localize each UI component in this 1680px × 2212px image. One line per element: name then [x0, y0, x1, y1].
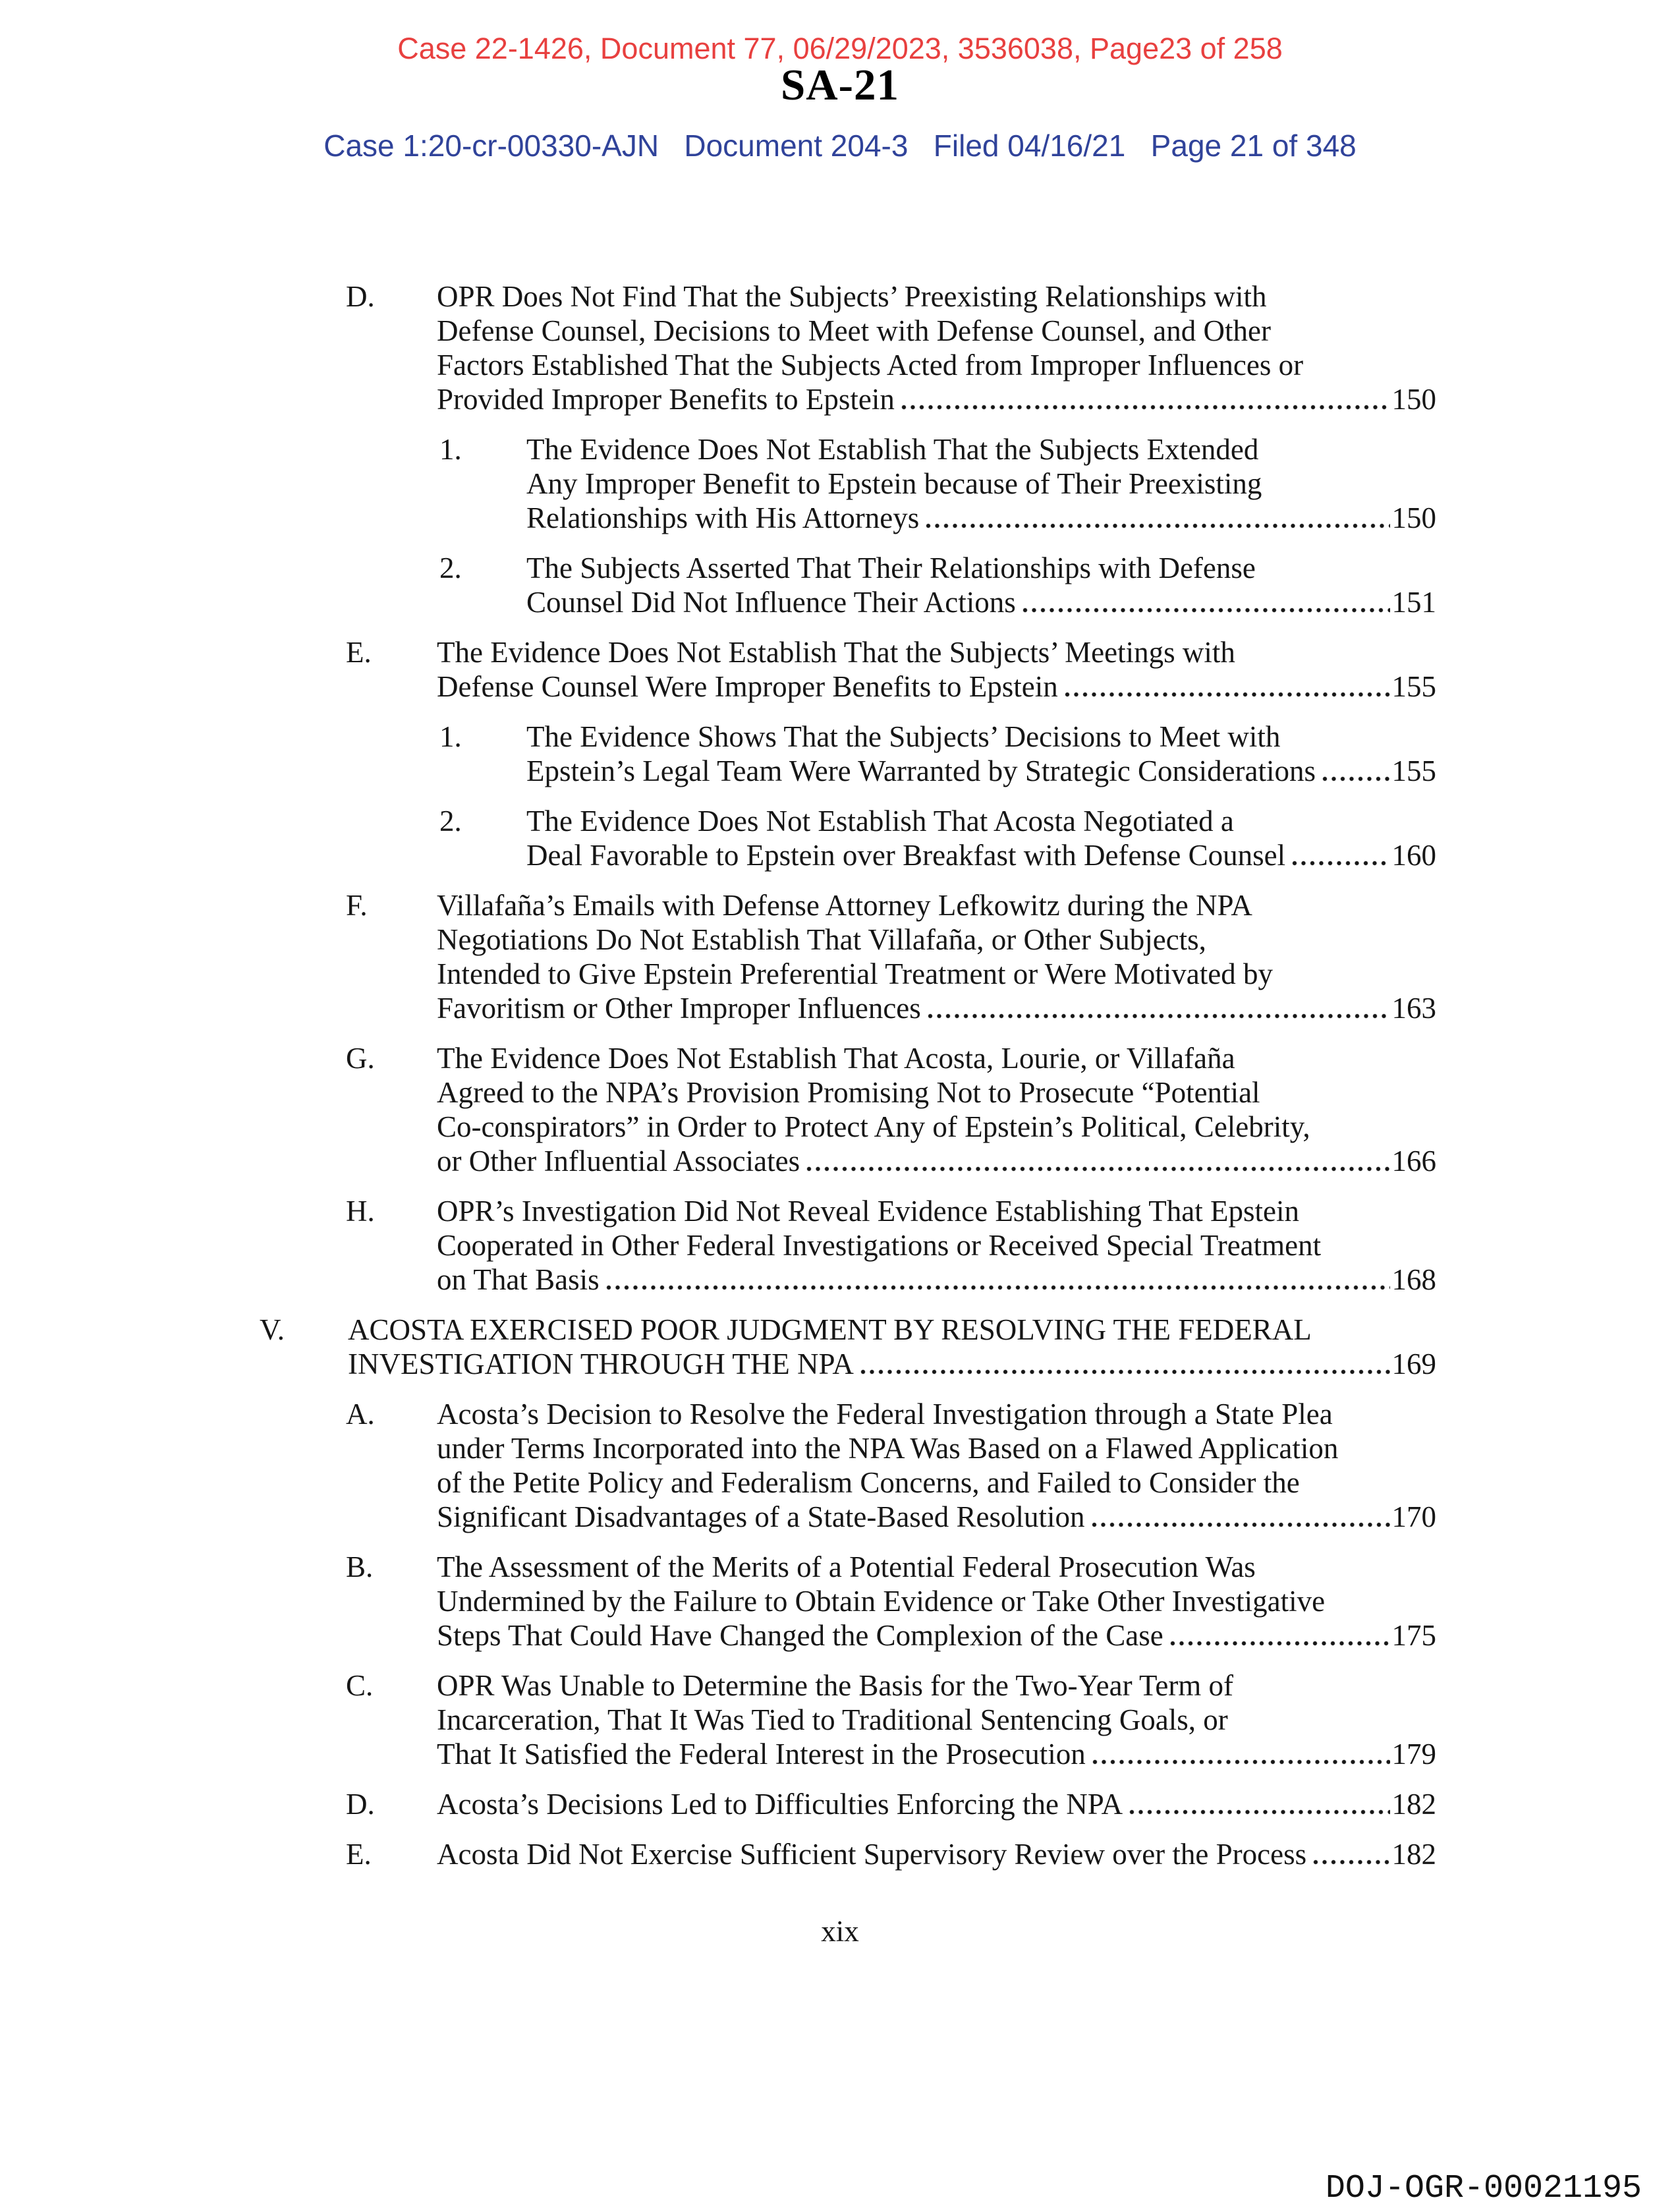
- entry-line: Epstein’s Legal Team Were Warranted by Strategic Considerations: [526, 754, 1316, 787]
- toc-entry-v-e: [346, 1837, 1436, 1871]
- toc-entry-e2: [439, 804, 1436, 872]
- entry-line: Provided Improper Benefits to Epstein: [437, 383, 895, 416]
- page-reference: 182: [1391, 1788, 1436, 1821]
- entry-line: Undermined by the Failure to Obtain Evidence or Take Other Investigative: [437, 1585, 1326, 1618]
- page-reference: 163: [1391, 992, 1436, 1025]
- entry-last-line: [437, 1618, 1436, 1653]
- entry-line: Co-conspirators” in Order to Protect Any of Epstein’s Political, Celebrity,: [437, 1110, 1310, 1143]
- entry-last-line: [437, 1737, 1436, 1771]
- entry-line: Acosta Did Not Exercise Sufficient Supervisory Review over the Process: [437, 1838, 1307, 1871]
- entry-label: A.: [346, 1398, 375, 1431]
- toc-entry-v-b: [346, 1550, 1436, 1653]
- entry-line: Deal Favorable to Epstein over Breakfast with Defense Counsel: [526, 839, 1286, 872]
- entry-last-line: [437, 669, 1436, 704]
- entry-label: H.: [346, 1195, 375, 1228]
- dot-leader: [606, 1285, 1390, 1290]
- entry-label: D.: [346, 280, 375, 313]
- page-reference: 179: [1391, 1738, 1436, 1771]
- dot-leader: [901, 405, 1390, 410]
- page-reference: 168: [1391, 1263, 1436, 1296]
- entry-line: Favoritism or Other Improper Influences: [437, 992, 921, 1025]
- entry-label: C.: [346, 1669, 374, 1702]
- entry-line: The Evidence Does Not Establish That Acosta, Lourie, or Villafaña: [437, 1042, 1235, 1075]
- entry-line: Intended to Give Epstein Preferential Treatment or Were Motivated by: [437, 957, 1273, 990]
- entry-line: The Evidence Does Not Establish That Acosta Negotiated a: [526, 805, 1234, 837]
- entry-line: That It Satisfied the Federal Interest in the Prosecution: [437, 1738, 1086, 1771]
- footer-page-number: xix: [821, 1915, 859, 1948]
- entry-last-line: [437, 1144, 1436, 1178]
- dot-leader: [1313, 1859, 1389, 1865]
- dot-leader: [926, 523, 1389, 528]
- entry-line: under Terms Incorporated into the NPA Was Based on a Flawed Application: [437, 1432, 1339, 1465]
- dot-leader: [1092, 1759, 1390, 1765]
- entry-line: OPR Was Unable to Determine the Basis for the Two-Year Term of: [437, 1669, 1234, 1702]
- entry-line: Defense Counsel, Decisions to Meet with Defense Counsel, and Other: [437, 314, 1271, 347]
- entry-label: 2.: [439, 552, 462, 584]
- entry-line: INVESTIGATION THROUGH THE NPA: [348, 1347, 854, 1380]
- entry-line: Significant Disadvantages of a State-Based Resolution: [437, 1500, 1085, 1533]
- dot-leader: [860, 1369, 1390, 1375]
- toc-entry-v-d: [346, 1787, 1436, 1821]
- toc-entry-d: [346, 279, 1436, 416]
- toc-entry-h: [346, 1194, 1436, 1297]
- entry-line: ACOSTA EXERCISED POOR JUDGMENT BY RESOLVING THE FEDERAL: [348, 1313, 1312, 1346]
- entry-last-line: [437, 1787, 1436, 1821]
- entry-label: 1.: [439, 433, 462, 466]
- entry-last-line: [437, 1262, 1436, 1297]
- entry-line: The Assessment of the Merits of a Potential Federal Prosecution Was: [437, 1550, 1256, 1583]
- entry-last-line: [526, 501, 1436, 535]
- entry-label: E.: [346, 636, 372, 669]
- toc-entry-d2: [439, 551, 1436, 619]
- page-reference: 155: [1391, 670, 1436, 703]
- dot-leader: [1322, 776, 1389, 781]
- entry-line: of the Petite Policy and Federalism Concerns, and Failed to Consider the: [437, 1466, 1300, 1499]
- entry-label: E.: [346, 1838, 372, 1871]
- entry-line: on That Basis: [437, 1263, 600, 1296]
- entry-last-line: [437, 382, 1436, 416]
- entry-label: D.: [346, 1788, 375, 1821]
- entry-line: OPR’s Investigation Did Not Reveal Evidence Establishing That Epstein: [437, 1195, 1299, 1228]
- page-reference: 150: [1391, 383, 1436, 416]
- entry-line: Agreed to the NPA’s Provision Promising Not to Prosecute “Potential: [437, 1076, 1260, 1109]
- page-reference: 169: [1391, 1347, 1436, 1380]
- dot-leader: [1129, 1809, 1389, 1815]
- entry-line: Villafaña’s Emails with Defense Attorney Lefkowitz during the NPA: [437, 889, 1252, 922]
- district-court-header: Case 1:20-cr-00330-AJN Document 204-3 Filed 04/16/21 Page 21 of 348: [323, 128, 1357, 163]
- entry-last-line: [437, 1837, 1436, 1871]
- page-reference: 170: [1391, 1500, 1436, 1533]
- entry-line: Factors Established That the Subjects Acted from Improper Influences or: [437, 349, 1304, 382]
- entry-line: or Other Influential Associates: [437, 1145, 800, 1177]
- entry-line: Acosta’s Decisions Led to Difficulties Enforcing the NPA: [437, 1788, 1123, 1821]
- entry-label: G.: [346, 1042, 375, 1075]
- dot-leader: [1065, 692, 1390, 697]
- entry-line: The Evidence Shows That the Subjects’ Decisions to Meet with: [526, 720, 1281, 753]
- page-reference: 182: [1391, 1838, 1436, 1871]
- entry-label: B.: [346, 1550, 374, 1583]
- toc-entry-v: [260, 1313, 1436, 1381]
- entry-line: Defense Counsel Were Improper Benefits to Epstein: [437, 670, 1058, 703]
- entry-line: The Subjects Asserted That Their Relationships with Defense: [526, 552, 1256, 584]
- toc-entry-e: [346, 635, 1436, 704]
- page-reference: 166: [1391, 1145, 1436, 1177]
- table-of-contents: [0, 279, 1680, 1887]
- toc-entry-g: [346, 1041, 1436, 1178]
- entry-line: Incarceration, That It Was Tied to Traditional Sentencing Goals, or: [437, 1703, 1228, 1736]
- bates-stamp: DOJ-OGR-00021195: [1325, 2170, 1642, 2207]
- dot-leader: [1292, 861, 1389, 866]
- appeal-court-header: Case 22-1426, Document 77, 06/29/2023, 3536038, Page23 of 258: [397, 32, 1283, 65]
- toc-entry-d1: [439, 432, 1436, 535]
- dot-leader: [928, 1013, 1390, 1019]
- entry-last-line: [437, 1500, 1436, 1534]
- appendix-page-label: SA-21: [781, 61, 899, 109]
- dot-leader: [806, 1166, 1389, 1172]
- entry-line: OPR Does Not Find That the Subjects’ Preexisting Relationships with: [437, 280, 1267, 313]
- entry-label: 2.: [439, 805, 462, 837]
- entry-line: The Evidence Does Not Establish That the Subjects Extended: [526, 433, 1259, 466]
- entry-last-line: [348, 1347, 1436, 1381]
- dot-leader: [1092, 1522, 1390, 1527]
- entry-last-line: [526, 754, 1436, 788]
- page-reference: 160: [1391, 839, 1436, 872]
- entry-last-line: [526, 585, 1436, 619]
- entry-line: Steps That Could Have Changed the Complexion of the Case: [437, 1619, 1163, 1652]
- entry-line: Cooperated in Other Federal Investigations or Received Special Treatment: [437, 1229, 1322, 1262]
- entry-line: Acosta’s Decision to Resolve the Federal Investigation through a State Plea: [437, 1398, 1333, 1431]
- toc-entry-f: [346, 888, 1436, 1025]
- entry-line: Negotiations Do Not Establish That Villafaña, or Other Subjects,: [437, 923, 1206, 956]
- page-reference: 155: [1391, 754, 1436, 787]
- entry-label: V.: [260, 1313, 285, 1346]
- entry-label: 1.: [439, 720, 462, 753]
- entry-line: The Evidence Does Not Establish That the Subjects’ Meetings with: [437, 636, 1235, 669]
- page-reference: 150: [1391, 501, 1436, 534]
- entry-line: Counsel Did Not Influence Their Actions: [526, 586, 1016, 619]
- page-reference: 151: [1391, 586, 1436, 619]
- entry-last-line: [526, 838, 1436, 872]
- dot-leader: [1022, 608, 1390, 613]
- toc-entry-v-a: [346, 1397, 1436, 1534]
- entry-last-line: [437, 991, 1436, 1025]
- toc-entry-e1: [439, 720, 1436, 788]
- entry-line: Relationships with His Attorneys: [526, 501, 920, 534]
- entry-line: Any Improper Benefit to Epstein because of Their Preexisting: [526, 467, 1262, 500]
- page-reference: 175: [1391, 1619, 1436, 1652]
- entry-label: F.: [346, 889, 368, 922]
- toc-entry-v-c: [346, 1668, 1436, 1771]
- dot-leader: [1170, 1641, 1390, 1646]
